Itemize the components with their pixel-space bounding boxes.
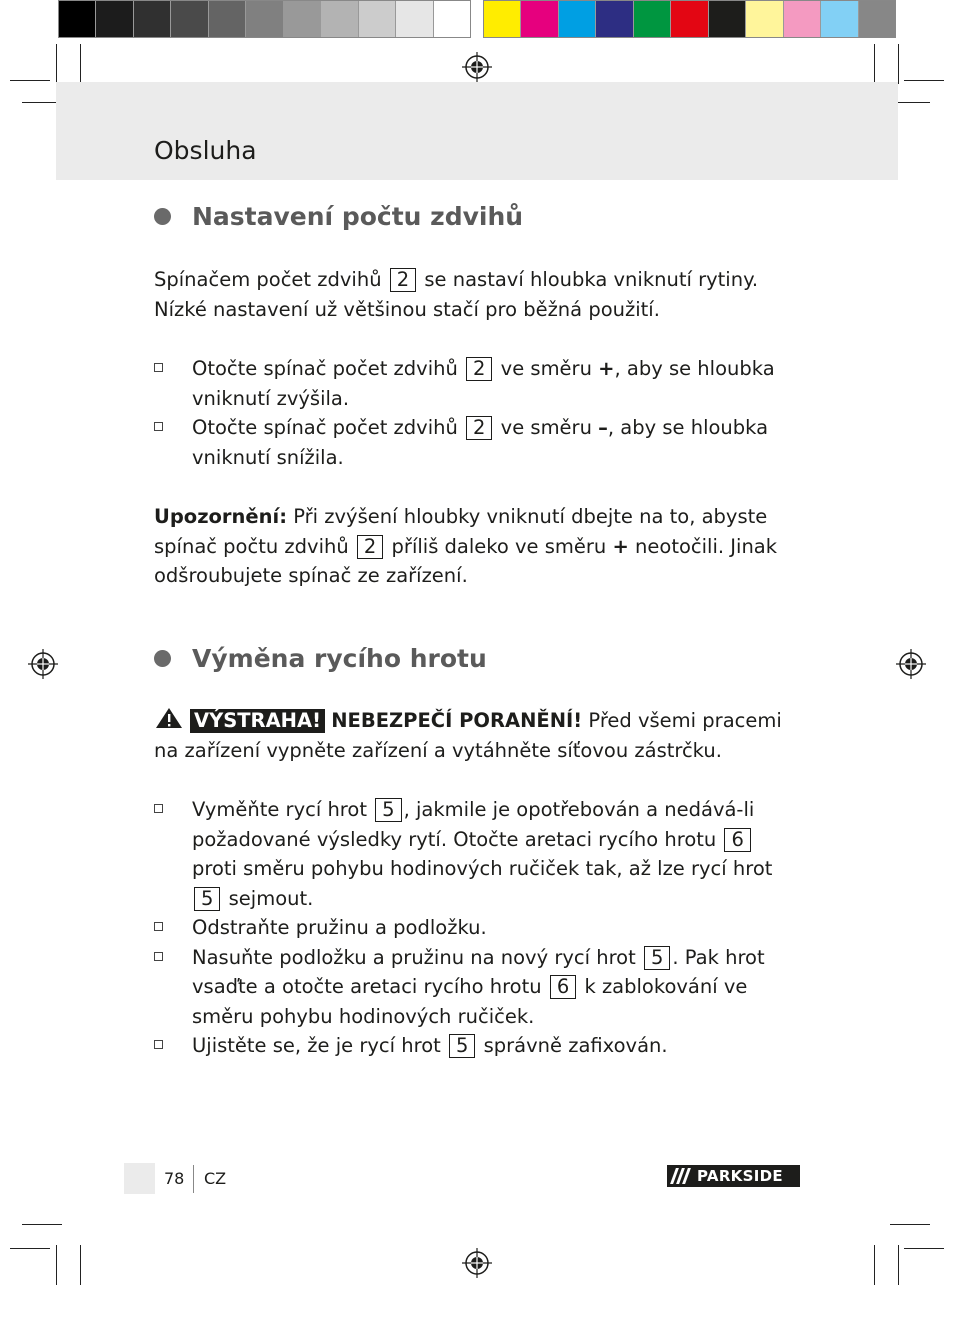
checkbox-bullet-icon [154,422,163,431]
text-run: sejmout. [228,886,314,910]
registration-mark-icon [28,649,58,679]
part-reference: 5 [449,1034,475,1058]
list-item [154,913,800,943]
section-heading-text: Výměna rycího hrotu [192,644,487,673]
crop-mark [898,1245,899,1285]
color-swatch [821,1,858,37]
intro-paragraph [154,265,800,324]
list-item [154,1031,800,1061]
heading-bullet-icon [154,208,171,225]
color-swatch [134,1,171,37]
color-calibration-bar [483,0,896,38]
color-swatch [321,1,358,37]
part-reference: 2 [466,416,492,440]
text-run: Ujistěte se, že je rycí hrot [192,1034,441,1057]
parkside-logo [667,1165,800,1187]
color-swatch [746,1,783,37]
color-swatch [671,1,708,37]
text-run: . Pak hrot vsaďte a otočte aretaci rycího hrotu [192,945,765,998]
color-swatch [209,1,246,37]
part-reference: 2 [357,535,383,559]
part-reference: 6 [724,828,750,852]
list-item [154,943,800,1032]
direction-sign: + [598,357,615,380]
note-label: Upozornění: [154,505,288,528]
text-run: příliš daleko ve směru [391,534,607,558]
part-reference: 2 [466,357,492,381]
color-swatch [96,1,133,37]
warning-triangle-icon [154,706,184,730]
text-run: Otočte spínač počet zdvihů [192,357,458,380]
direction-sign: + [612,534,629,558]
color-swatch [559,1,596,37]
text-run: Před všemi pracemi na zařízení vypněte zařízení a vytáhněte síťovou zástrčku. [154,709,782,762]
registration-mark-icon [462,1248,492,1278]
text-run: Spínačem počet zdvihů [154,268,382,291]
color-swatch [434,1,470,37]
crop-mark [874,1245,875,1285]
language-code: CZ [204,1169,227,1188]
text-run: Odstraňte pružinu a podložku. [192,916,487,939]
list-item [154,354,800,413]
text-run: Otočte spínač počet zdvihů [192,416,458,439]
part-reference: 5 [194,887,220,911]
crop-mark [890,1224,930,1225]
crop-mark [10,80,50,81]
brand-name: PARKSIDE [697,1167,783,1185]
page-number: 78 [164,1169,185,1188]
text-run: neotočili. Jinak odšroubujete spínač ze zařízení. [154,534,778,587]
color-swatch [784,1,821,37]
text-run: Při zvýšení hloubky vniknutí dbejte na to, abyste spínač počtu zdvihů [154,505,768,558]
color-swatch [246,1,283,37]
warning-label: VÝSTRAHA! [190,709,325,733]
color-swatch [171,1,208,37]
step-list [154,354,800,472]
warning-paragraph [154,706,800,765]
part-reference: 6 [550,975,576,999]
crop-mark [10,1248,50,1249]
section1-body [154,265,800,591]
direction-sign: – [598,416,608,439]
header-band [56,82,898,180]
crop-mark [904,1248,944,1249]
logo-stripes-icon [667,1165,695,1187]
checkbox-bullet-icon [154,1040,163,1049]
text-run: správně zafixován. [483,1034,668,1057]
checkbox-bullet-icon [154,922,163,931]
text-run: , aby se hloubka vniknutí zvýšila. [192,357,775,410]
footer-divider [193,1165,194,1193]
color-swatch [59,1,96,37]
color-swatch [284,1,321,37]
list-item [154,413,800,472]
crop-mark [874,44,875,84]
checkbox-bullet-icon [154,952,163,961]
color-swatch [359,1,396,37]
text-run: ve směru [500,416,592,439]
checkbox-bullet-icon [154,804,163,813]
color-swatch [396,1,433,37]
section-heading-tip-replacement [154,644,487,673]
color-swatch [709,1,746,37]
color-swatch [859,1,895,37]
text-run: , jakmile je opotřebován a nedává-li požadované výsledky rytí. Otočte aretaci rycího hrotu [192,798,755,851]
color-swatch [484,1,521,37]
crop-mark [56,44,57,84]
color-swatch [521,1,558,37]
part-reference: 5 [644,946,670,970]
text-run: , aby se hloubka vniknutí snížila. [192,416,769,469]
list-item [154,795,800,913]
crop-mark [56,1245,57,1285]
text-run: Vyměňte rycí hrot [192,798,367,821]
crop-mark [904,80,944,81]
danger-label: NEBEZPEČÍ PORANĚNÍ! [331,709,583,732]
section-heading-text: Nastavení počtu zdvihů [192,202,524,231]
heading-bullet-icon [154,650,171,667]
section2-body [154,706,800,1061]
crop-mark [80,44,81,84]
text-run: proti směru pohybu hodinových ručiček tak, až lze rycí hrot [192,857,773,880]
grayscale-calibration-bar [58,0,471,38]
step-list [154,795,800,1061]
crop-mark [898,44,899,84]
text-run: Nasuňte podložku a pružinu na nový rycí hrot [192,945,636,969]
color-swatch [634,1,671,37]
crop-mark [80,1245,81,1285]
color-swatch [596,1,633,37]
registration-mark-icon [896,649,926,679]
section-title: Obsluha [154,136,257,165]
checkbox-bullet-icon [154,363,163,372]
text-run: ve směru [500,357,592,380]
part-reference: 2 [390,268,416,292]
crop-mark [22,1224,62,1225]
text-run: k zablokování ve směru pohybu hodinových ručiček. [192,975,748,1028]
section-heading-stroke-setting [154,202,523,231]
part-reference: 5 [375,798,401,822]
footer-page-box [124,1163,155,1194]
text-run: se nastaví hloubka vniknutí rytiny. Nízké nastavení už většinou stačí pro běžná použití. [154,268,759,321]
registration-mark-icon [462,52,492,82]
note-paragraph [154,502,800,591]
